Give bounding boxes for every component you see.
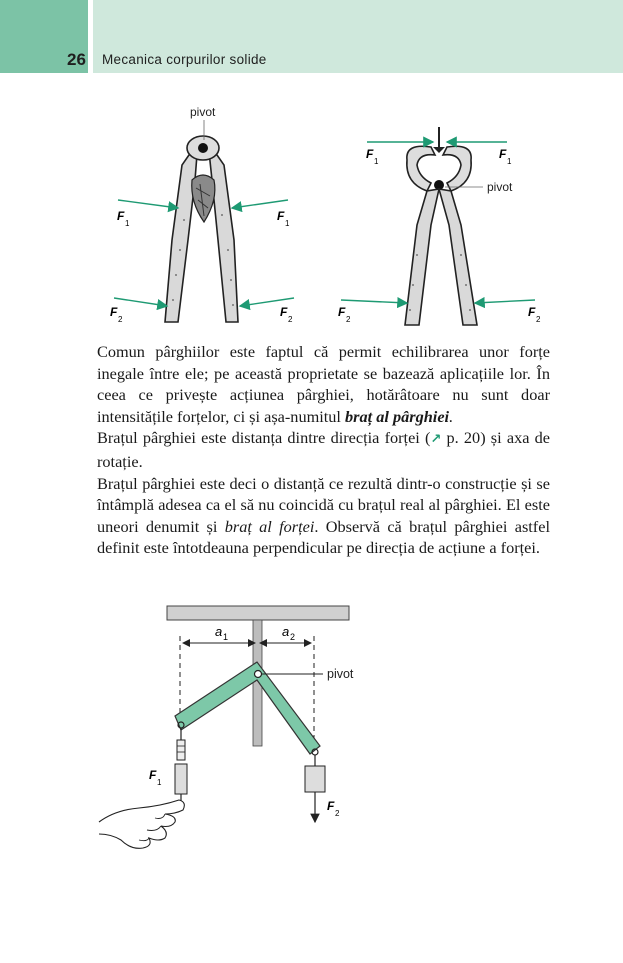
f2-right-sub: 2 — [536, 315, 541, 324]
paragraph-3 — [97, 473, 550, 559]
f1-label: F — [149, 768, 157, 782]
paragraph-1-text: Comun pârghiilor este faptul că permit echilibrarea unor forțe inegale între ele; pe această proprietate se bazează aplicațiile lor. În ceea ce privește acțiunea pârghiei, hotărâtoare nu sunt doar intensitățile forțelor, ci și așa-numitul — [97, 342, 550, 426]
a1-label: a — [215, 624, 223, 639]
f1-right-label: F — [499, 147, 507, 161]
figure-pincers — [335, 125, 550, 330]
f2-label: F — [327, 799, 335, 813]
pivot-label: pivot — [190, 105, 216, 119]
spring-scale — [175, 728, 187, 802]
page-number: 26 — [67, 50, 86, 69]
f1-sub: 1 — [157, 778, 162, 787]
hanging-weight — [305, 755, 325, 822]
nutcracker-drawing — [165, 136, 238, 322]
arrow-f1-left — [118, 200, 178, 208]
a2-sub: 2 — [290, 632, 296, 642]
ceiling-bar — [167, 606, 349, 620]
hand-drawing — [99, 800, 184, 848]
figure-lever — [95, 600, 385, 860]
f2-right-sub: 2 — [288, 315, 293, 324]
f2-left-label: F — [110, 305, 118, 319]
figure-nutcracker — [100, 100, 310, 330]
paragraph-1-end: . — [449, 406, 454, 426]
f1-right-sub: 1 — [285, 219, 290, 228]
paragraph-1 — [97, 341, 550, 427]
arrow-up-right-icon[interactable]: ↗ — [430, 432, 442, 448]
page-header — [0, 0, 623, 73]
pivot-label: pivot — [327, 667, 354, 681]
f1-right-label: F — [277, 209, 285, 223]
f2-left-sub: 2 — [118, 315, 123, 324]
arrow-f2-left — [341, 300, 407, 303]
a1-sub: 1 — [223, 632, 229, 642]
f1-left-sub: 1 — [125, 219, 130, 228]
paragraph-2 — [97, 427, 550, 472]
f2-right-label: F — [528, 305, 536, 319]
lever-bar — [175, 662, 320, 754]
f2-right-label: F — [280, 305, 288, 319]
paragraph-3-end: . Observă că brațul pârghiei astfel definit este întotdeauna perpendicular pe direcția de acțiune a forței. — [97, 516, 550, 558]
term-brat-al-fortei: braț al forței — [224, 516, 315, 536]
pivot-label: pivot — [487, 180, 513, 194]
f2-left-label: F — [338, 305, 346, 319]
f1-left-label: F — [117, 209, 125, 223]
f1-left-label: F — [366, 147, 374, 161]
arrow-f2-left — [114, 298, 167, 306]
f1-left-sub: 1 — [374, 157, 379, 166]
paragraph-2-text: Brațul pârghiei este distanța dintre direcția forței ( — [97, 428, 431, 448]
arrow-f2-right — [475, 300, 535, 303]
page-reference: p. 20) și axa de rotație. — [97, 428, 550, 471]
f1-right-sub: 1 — [507, 157, 512, 166]
pincers-drawing — [405, 127, 477, 325]
f2-sub: 2 — [335, 809, 340, 818]
chapter-title: Mecanica corpurilor solide — [102, 52, 267, 67]
paragraph-3-text: Brațul pârghiei este deci o distanță ce rezultă dintr-o construcție și se întâmplă adesea ca el să nu coincidă cu brațul real al pârghiei. El este uneori denumit și — [97, 473, 550, 536]
f2-left-sub: 2 — [346, 315, 351, 324]
a2-label: a — [282, 624, 290, 639]
arrow-f1-right — [232, 200, 288, 208]
term-brat-al-parghiei: braț al pârghiei — [345, 406, 450, 426]
body-text — [97, 341, 550, 559]
